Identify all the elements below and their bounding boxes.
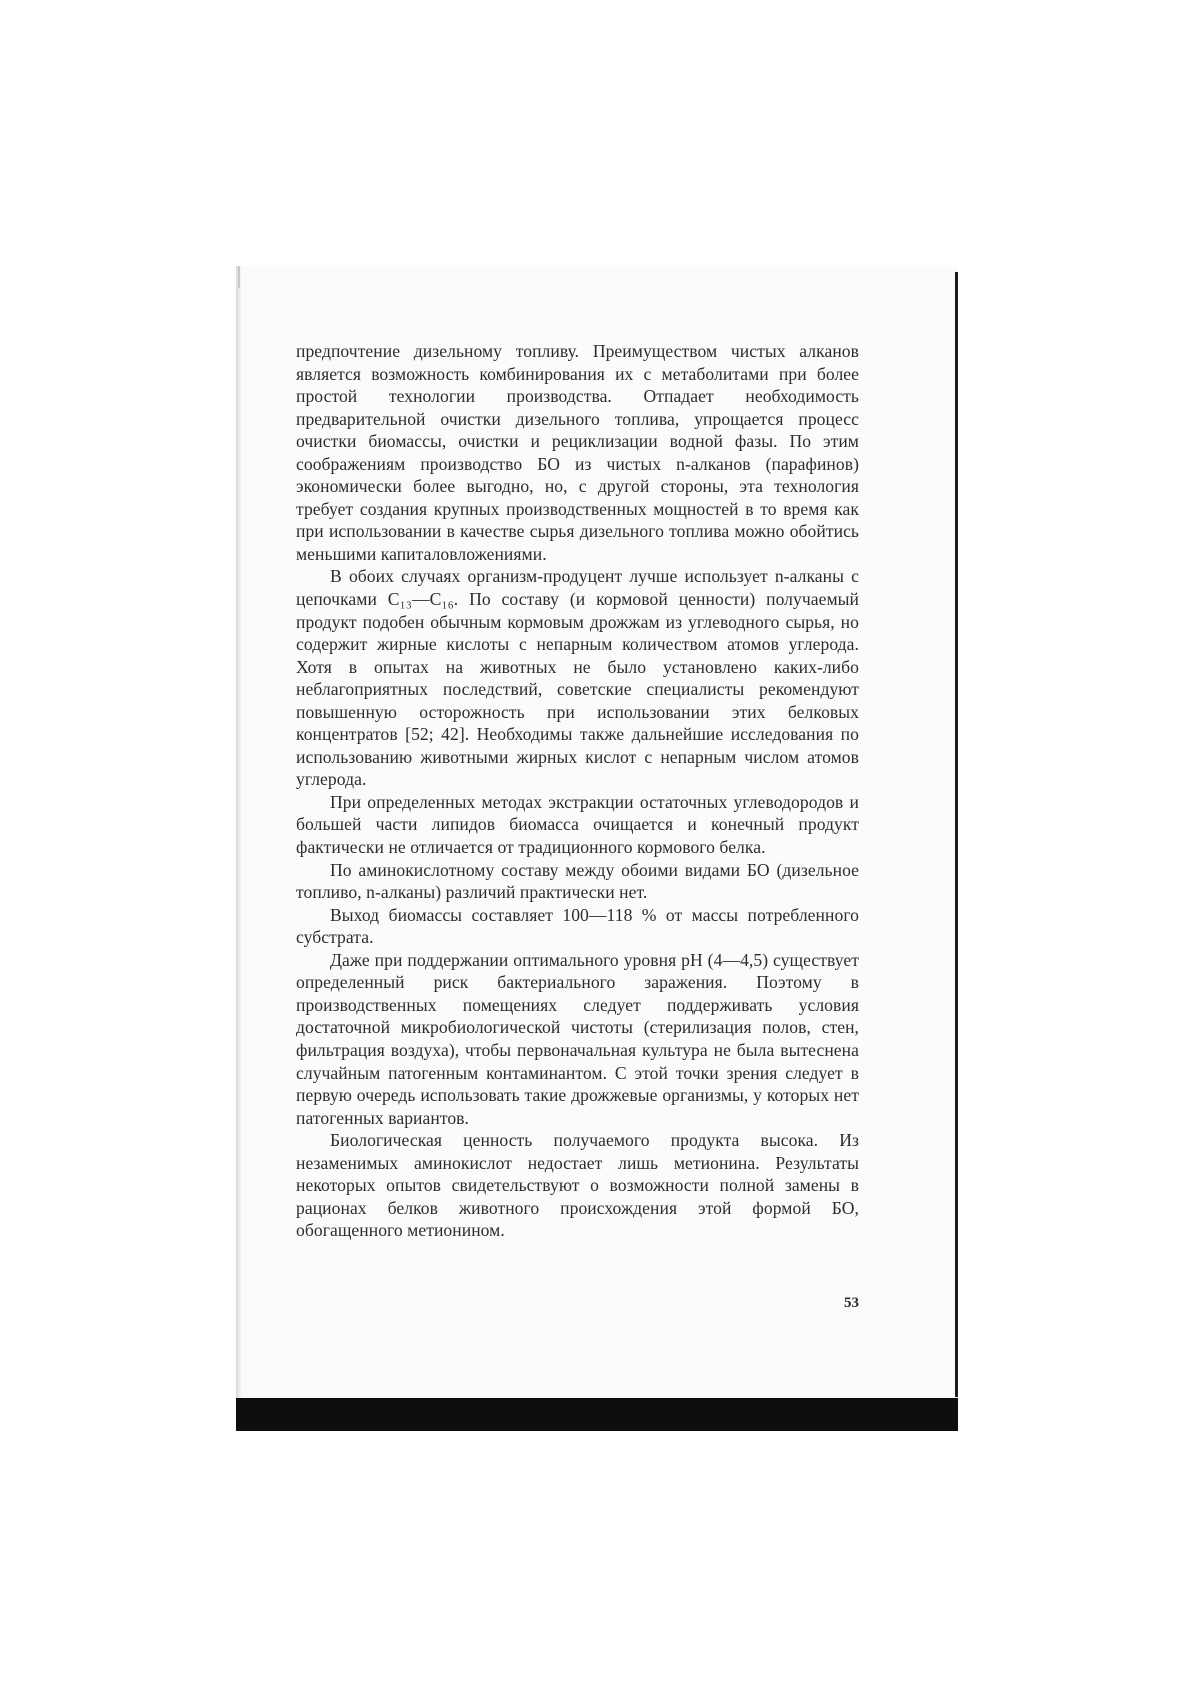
paragraph-1: предпочтение дизельному топливу. Преимуществом чистых алканов является возможность комбинирования их с метаболитами при более простой технологии производства. Отпадает необходимость предварительной очистки дизельного топлива, упрощается процесс очистки биомассы, очистки и рециклизации водной фазы. По этим соображениям производство БО из чистых n-алканов (парафинов) экономически более выгодно, но, с другой стороны, эта технология требует создания крупных производственных мощностей в то время как при использовании в качестве сырья дизельного топлива можно обойтись меньшими капиталовложениями. <box>296 341 859 564</box>
paragraph-3: При определенных методах экстракции остаточных углеводородов и большей части липидов биомасса очищается и конечный продукт фактически не отличается от традиционного кормового белка. <box>296 791 859 858</box>
page-number: 53 <box>844 1295 859 1311</box>
paragraph-5: Выход биомассы составляет 100—118 % от массы потребленного субстрата. <box>296 904 859 948</box>
body-text <box>296 340 859 1242</box>
paragraph-2: В обоих случаях организм-продуцент лучше использует n-алканы с цепочками C₁₃—C₁₆. По составу (и кормовой ценности) получаемый продукт подобен обычным кормовым дрожжам из углеводного сырья, но содержит жирные кислоты с непарным количеством атомов углерода. Хотя в опытах на животных не было установлено каких-либо неблагоприятных последствий, советские специалисты рекомендуют повышенную осторожность при использовании этих белковых концентратов [52; 42]. Необходимы также дальнейшие исследования по использованию животными жирных кислот с непарным числом атомов углерода. <box>296 566 859 790</box>
paragraph-4: По аминокислотному составу между обоими видами БО (дизельное топливо, n-алканы) различий практически нет. <box>296 859 859 903</box>
paragraph-7: Биологическая ценность получаемого продукта высока. Из незаменимых аминокислот недостает лишь метионина. Результаты некоторых опытов свидетельствуют о возможности полной замены в рационах белков животного происхождения этой формой БО, обогащенного метионином. <box>296 1130 859 1241</box>
page-left-mark <box>238 266 240 288</box>
page-right-edge <box>955 272 958 1397</box>
page-left-shadow <box>236 266 242 1431</box>
page-bottom-band <box>236 1398 958 1431</box>
paragraph-6: Даже при поддержании оптимального уровня pH (4—4,5) существует определенный риск бактериального заражения. Поэтому в производственных помещениях следует поддерживать условия достаточной микробиологической чистоты (стерилизация полов, стен, фильтрация воздуха), чтобы первоначальная культура не была вытеснена случайным патогенным контаминантом. С этой точки зрения следует в первую очередь использовать такие дрожжевые организмы, у которых нет патогенных вариантов. <box>296 949 859 1128</box>
